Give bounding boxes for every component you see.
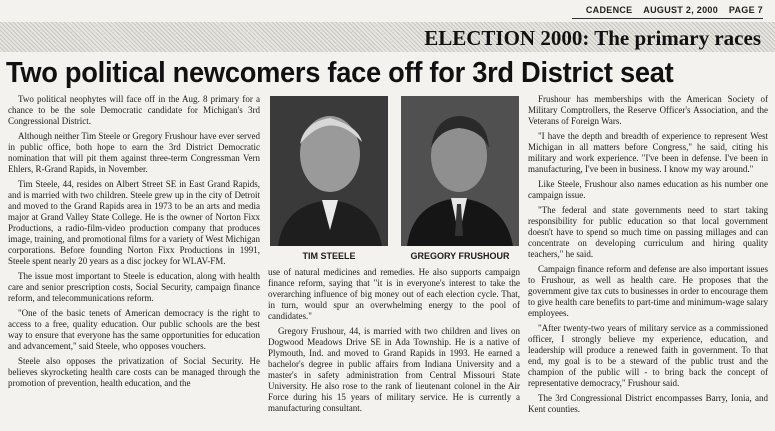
column1-paragraph: Two political neophytes will face off in the Aug. 8 primary for a chance to be the sole Democratic candidate for Michigan's 3rd Congressional District.: [8, 94, 260, 126]
article-column-2: [268, 267, 520, 418]
tim-steele-portrait-icon: [270, 96, 388, 246]
column3-paragraph: Campaign finance reform and defense are also important issues to Frushour, as well as health care. He proposes that the government give tax cuts to businesses in order to encourage them to give health care benefits to part-time and minimum-wage salary employees.: [528, 264, 768, 318]
column1-paragraph: Tim Steele, 44, resides on Albert Street SE in East Grand Rapids, and is married with two children. Steele grew up in the city of Detroit and moved to the Grand Rapids area in 1973 to be an arts and media major at Grand Valley State College. He is the owner of Norton Fixx Productions, a radio-film-video production company that produces image, training, and promotional films for a variety of West Michigan corporations. Before founding Norton Fixx Productions in 1991, Steele spent nearly 20 years as a disc jockey for WLAV-FM.: [8, 179, 260, 266]
gregory-frushour-caption: GREGORY FRUSHOUR: [410, 251, 510, 261]
column3-paragraph: "I have the depth and breadth of experience to represent West Michigan in all matters before Congress," he said, citing his military and work experience. "I've been in defense. I've been in manufacturing, I've been in business. I know my way around.": [528, 131, 768, 174]
issue-date: AUGUST 2, 2000: [643, 5, 719, 15]
section-banner-title: ELECTION 2000: The primary races: [424, 26, 761, 50]
column1-paragraph: The issue most important to Steele is education, along with health care and senior prescription costs, Social Security, campaign finance reform, and telecommunications reform.: [8, 271, 260, 303]
column1-paragraph: Although neither Tim Steele or Gregory Frushour have ever served in public office, both hope to earn the 3rd District Democratic nomination that will pit them against three-term Congressman Vern Ehlers, R-Grand Rapids, in November.: [8, 131, 260, 174]
publication-name: CADENCE: [585, 5, 633, 15]
article-headline: Two political newcomers face off for 3rd District seat: [6, 57, 674, 89]
column2-paragraph: Gregory Frushour, 44, is married with two children and lives on Dogwood Meadows Drive SE in Ada Township. He is a native of Plymouth, Ind. and moved to Grand Rapids in 1993. He earned a bachelor's degree in public affairs from Indiana University and a master's in safety administration from Central Missouri State University. He also rose to the rank of lieutenant colonel in the Air Force during his 15 years of military service. He is currently a manufacturing consultant.: [268, 326, 520, 413]
column1-paragraph: "One of the basic tenets of American democracy is the right to access to a free, quality education. Our public schools are the best way to ensure that everyone has the same opportunities for education and advancement," said Steele, who opposes vouchers.: [8, 308, 260, 351]
gregory-frushour-photo: [401, 96, 519, 246]
column3-paragraph: "After twenty-two years of military service as a commissioned officer, I strongly believe my experience, education, and leadership will produce a renewed faith in government. To that end, my goal is to be a steward of the public trust and the champion of the public will - to bring back the concept of representative democracy," Frushour said.: [528, 323, 768, 388]
article-column-3: [528, 94, 768, 419]
masthead: [578, 5, 763, 15]
column3-paragraph: Like Steele, Frushour also names education as his number one campaign issue.: [528, 179, 768, 200]
tim-steele-caption: TIM STEELE: [302, 251, 356, 261]
column3-paragraph: The 3rd Congressional District encompasses Barry, Ionia, and Kent counties.: [528, 393, 768, 414]
tim-steele-photo: [270, 96, 388, 246]
page-number: PAGE 7: [728, 5, 763, 15]
article-column-1: [8, 94, 260, 393]
column1-paragraph: Steele also opposes the privatization of Social Security. He believes skyrocketing health care costs can be managed through the promotion of prevention, health education, and the: [8, 356, 260, 388]
masthead-rule: [572, 18, 763, 19]
column3-paragraph: Frushour has memberships with the American Society of Military Comptrollers, the Reserve Officer's Association, and the Veterans of Foreign Wars.: [528, 94, 768, 126]
gregory-frushour-portrait-icon: [401, 96, 519, 246]
column2-paragraph: use of natural medicines and remedies. He also supports campaign finance reform, saying that "it is in everyone's interest to take the overarching influence of big money out of each election cycle. That, in turn, would spur an overwhelming energy to the pool of candidates.": [268, 267, 520, 321]
column3-paragraph: "The federal and state governments need to start taking responsibility for public education so that local government doesn't have to spend so much time on passing millages and can concentrate on developing curriculum and hiring quality teachers," he said.: [528, 205, 768, 259]
